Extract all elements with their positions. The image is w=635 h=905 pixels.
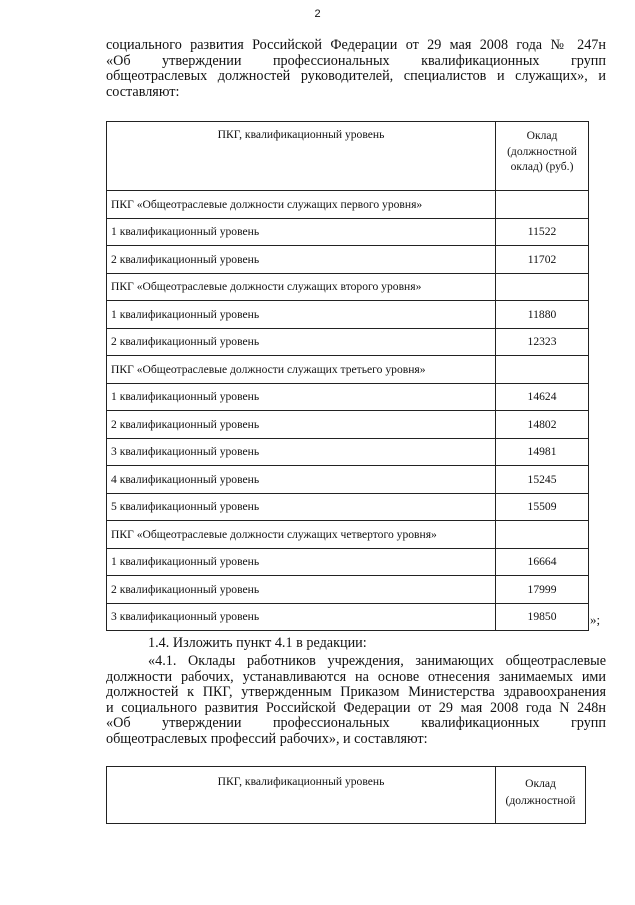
body-line: должности рабочих, устанавливаются на основе отнесения занимаемых ими — [106, 668, 606, 685]
header-salary-line: (должностной — [507, 144, 577, 158]
header-salary-line: Оклад — [525, 777, 556, 790]
header-salary-line: (должностной — [505, 794, 576, 807]
intro-line: составляют: — [106, 83, 180, 100]
table-group-row — [107, 191, 589, 219]
level-cell: 5 квалификационный уровень — [107, 493, 496, 521]
header-salary-line: оклад) (руб.) — [510, 160, 574, 173]
level-cell: 2 квалификационный уровень — [107, 411, 496, 439]
body-line: «Об утверждении профессиональных квалификационных групп — [106, 715, 606, 731]
salary-cell: 16664 — [496, 548, 589, 576]
table-row — [107, 301, 589, 329]
salary-cell: 15509 — [496, 493, 589, 521]
table-row — [107, 493, 589, 521]
body-line: должностей к ПКГ, утвержденным Приказом Министерства здравоохранения — [106, 684, 606, 700]
body-line: и социального развития Российской Федерации от 29 мая 2008 года N 248н — [106, 699, 606, 716]
group-cell: ПКГ «Общеотраслевые должности служащих четвертого уровня» — [107, 521, 496, 549]
intro-line: социального развития Российской Федерации от 29 мая 2008 года № 247н — [106, 37, 606, 53]
table-group-row — [107, 273, 589, 301]
table-row — [107, 576, 589, 604]
salary-cell: 11522 — [496, 218, 589, 246]
level-cell: 1 квалификационный уровень — [107, 218, 496, 246]
table-header-row — [107, 122, 589, 191]
group-cell: ПКГ «Общеотраслевые должности служащих третьего уровня» — [107, 356, 496, 384]
level-cell: 3 квалификационный уровень — [107, 438, 496, 466]
level-cell: 1 квалификационный уровень — [107, 301, 496, 329]
salary-cell — [496, 273, 589, 301]
salary-cell: 14802 — [496, 411, 589, 439]
table-row — [107, 548, 589, 576]
header-salary-line: Оклад — [526, 129, 558, 142]
intro-paragraph — [106, 38, 606, 100]
intro-line: общеотраслевых должностей руководителей, специалистов и служащих», и — [106, 68, 606, 84]
table-row — [107, 438, 589, 466]
level-cell: 1 квалификационный уровень — [107, 383, 496, 411]
body-paragraph — [106, 654, 606, 747]
group-cell: ПКГ «Общеотраслевые должности служащих второго уровня» — [107, 273, 496, 301]
item-heading-text: 1.4. Изложить пункт 4.1 в редакции: — [148, 635, 367, 651]
salary-cell — [496, 191, 589, 219]
salary-table-workers — [106, 766, 586, 824]
table-row — [107, 466, 589, 494]
table-row — [107, 328, 589, 356]
page-number: 2 — [314, 8, 321, 20]
salary-cell: 12323 — [496, 328, 589, 356]
level-cell: 2 квалификационный уровень — [107, 246, 496, 274]
level-cell: 3 квалификационный уровень — [107, 603, 496, 631]
header-cell-level: ПКГ, квалификационный уровень — [107, 122, 496, 191]
table-row — [107, 603, 589, 631]
salary-cell: 15245 — [496, 466, 589, 494]
table-group-row — [107, 521, 589, 549]
salary-cell: 14981 — [496, 438, 589, 466]
level-cell: 1 квалификационный уровень — [107, 548, 496, 576]
header-cell-level: ПКГ, квалификационный уровень — [107, 767, 496, 824]
table-row — [107, 246, 589, 274]
intro-line: «Об утверждении профессиональных квалификационных групп — [106, 52, 606, 69]
group-cell: ПКГ «Общеотраслевые должности служащих первого уровня» — [107, 191, 496, 219]
salary-cell: 17999 — [496, 576, 589, 604]
header-cell-salary — [496, 122, 589, 191]
table-row — [107, 218, 589, 246]
level-cell: 2 квалификационный уровень — [107, 328, 496, 356]
salary-cell: 14624 — [496, 383, 589, 411]
salary-table-employees — [106, 121, 589, 631]
salary-cell: 11880 — [496, 301, 589, 329]
salary-cell — [496, 356, 589, 384]
table-row — [107, 411, 589, 439]
body-line: «4.1. Оклады работников учреждения, занимающих общеотраслевые — [148, 653, 606, 669]
salary-cell — [496, 521, 589, 549]
item-heading — [148, 636, 603, 652]
closing-quote-mark: »; — [590, 612, 601, 627]
salary-cell: 11702 — [496, 246, 589, 274]
salary-cell: 19850 — [496, 603, 589, 631]
level-cell: 4 квалификационный уровень — [107, 466, 496, 494]
header-cell-salary — [496, 767, 586, 824]
table-header-row — [107, 767, 586, 824]
body-line: общеотраслевых профессий рабочих», и составляют: — [106, 730, 428, 747]
table-row — [107, 383, 589, 411]
table-group-row — [107, 356, 589, 384]
level-cell: 2 квалификационный уровень — [107, 576, 496, 604]
